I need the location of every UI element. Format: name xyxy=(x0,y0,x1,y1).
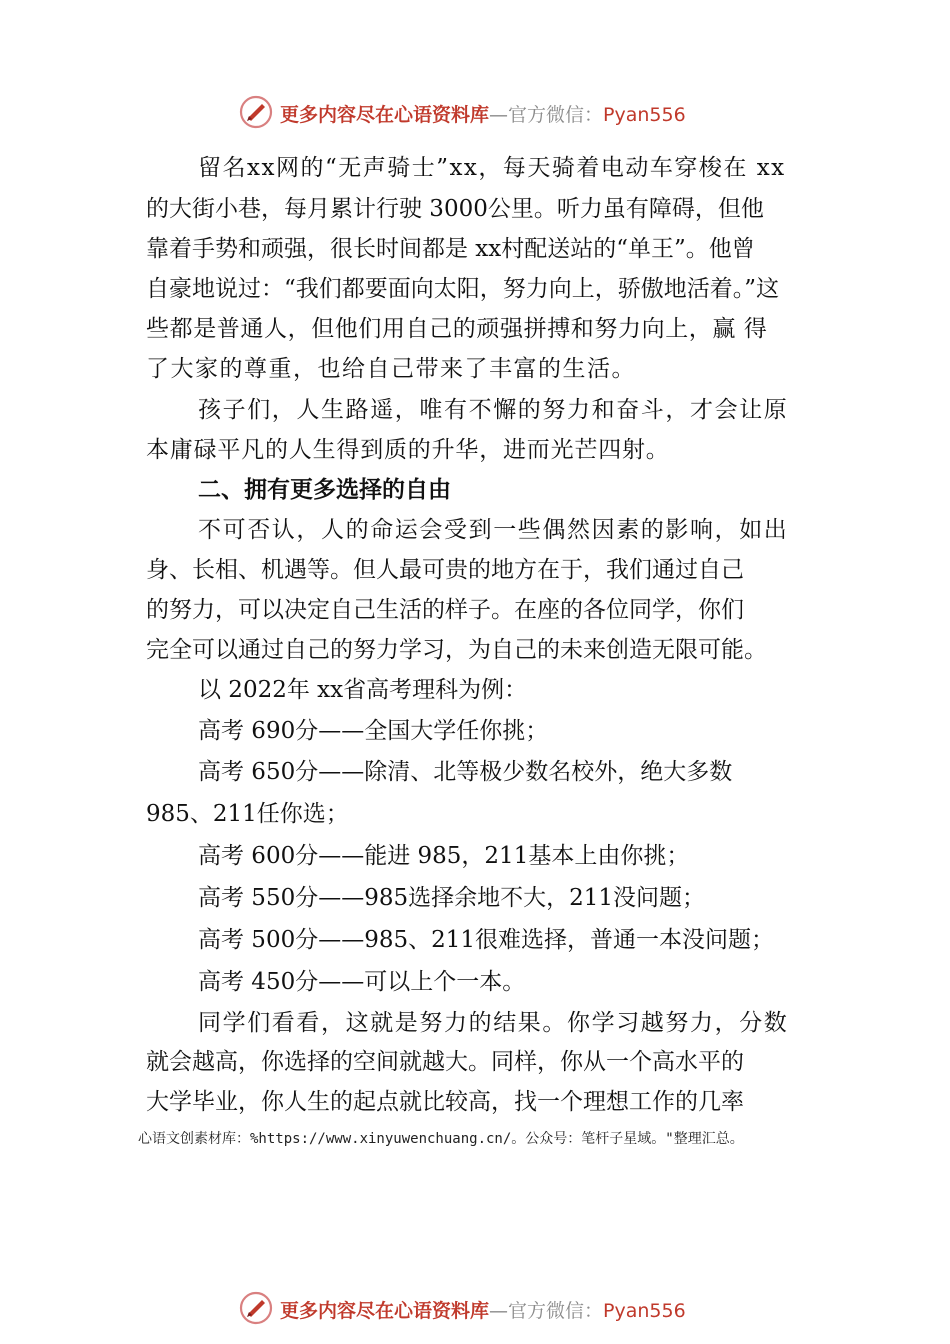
banner-separator: —官方微信： xyxy=(489,104,604,126)
banner-wechat-id: Pyan556 xyxy=(603,1300,686,1322)
score-line: 高考 550分——985选择余地不大，211没问题； xyxy=(198,885,706,911)
footer-banner xyxy=(0,1290,950,1330)
text-line: 同学们看看，这就是努力的结果。你学习越努力，分数 xyxy=(198,1010,789,1036)
score-line: 高考 600分——能进 985，211基本上由你挑； xyxy=(198,843,690,869)
header-banner xyxy=(0,94,950,134)
text-line: 大学毕业，你人生的起点就比较高，找一个理想工作的几率 xyxy=(146,1089,744,1115)
logo-icon xyxy=(238,1290,274,1326)
text-line: 靠着手势和顽强，很长时间都是 xx村配送站的“单王”。他曾 xyxy=(146,236,755,262)
banner-separator: —官方微信： xyxy=(489,1300,604,1322)
banner-title: 更多内容尽在心语资料库 xyxy=(280,1300,490,1322)
text-line: 的大街小巷，每月累计行驶 3000公里。听力虽有障碍，但他 xyxy=(146,196,764,222)
text-line: 本庸碌平凡的人生得到质的升华，进而光芒四射。 xyxy=(146,437,670,463)
score-line: 高考 500分——985、211很难选择，普通一本没问题； xyxy=(198,927,775,953)
text-line: 留名xx网的“无声骑士”xx，每天骑着电动车穿梭在 xx xyxy=(198,155,786,181)
text-line: 身、长相、机遇等。但人最可贵的地方在于，我们通过自己 xyxy=(146,557,744,583)
text-line: 些都是普通人，但他们用自己的顽强拼搏和努力向上，赢 得 xyxy=(146,316,768,342)
text-line: 的努力，可以决定自己生活的样子。在座的各位同学，你们 xyxy=(146,597,744,623)
score-line: 高考 650分——除清、北等极少数名校外，绝大多数 xyxy=(198,759,733,785)
text-line: 自豪地说过：“我们都要面向太阳，努力向上，骄傲地活着。”这 xyxy=(146,276,780,302)
text-line: 就会越高，你选择的空间就越大。同样，你从一个高水平的 xyxy=(146,1049,744,1075)
score-line: 高考 450分——可以上个一本。 xyxy=(198,969,526,995)
footer-note: 心语文创素材库：%https://www.xinyuwenchuang.cn/。公众号：笔杆子星域。"整理汇总。 xyxy=(138,1131,744,1147)
score-line: 985、211任你选； xyxy=(146,801,349,827)
text-line: 孩子们，人生路遥，唯有不懈的努力和奋斗，才会让原 xyxy=(198,397,789,423)
banner-title: 更多内容尽在心语资料库 xyxy=(280,104,490,126)
score-line: 高考 690分——全国大学任你挑； xyxy=(198,718,549,744)
text-line: 完全可以通过自己的努力学习，为自己的未来创造无限可能。 xyxy=(146,637,767,663)
section-heading: 二、拥有更多选择的自由 xyxy=(198,477,451,503)
text-line: 以 2022年 xx省高考理科为例： xyxy=(198,677,528,703)
text-line: 了大家的尊重，也给自己带来了丰富的生活。 xyxy=(146,356,636,382)
text-line: 不可否认，人的命运会受到一些偶然因素的影响，如出 xyxy=(198,517,789,543)
banner-wechat-id: Pyan556 xyxy=(603,104,686,126)
logo-icon xyxy=(238,94,274,130)
